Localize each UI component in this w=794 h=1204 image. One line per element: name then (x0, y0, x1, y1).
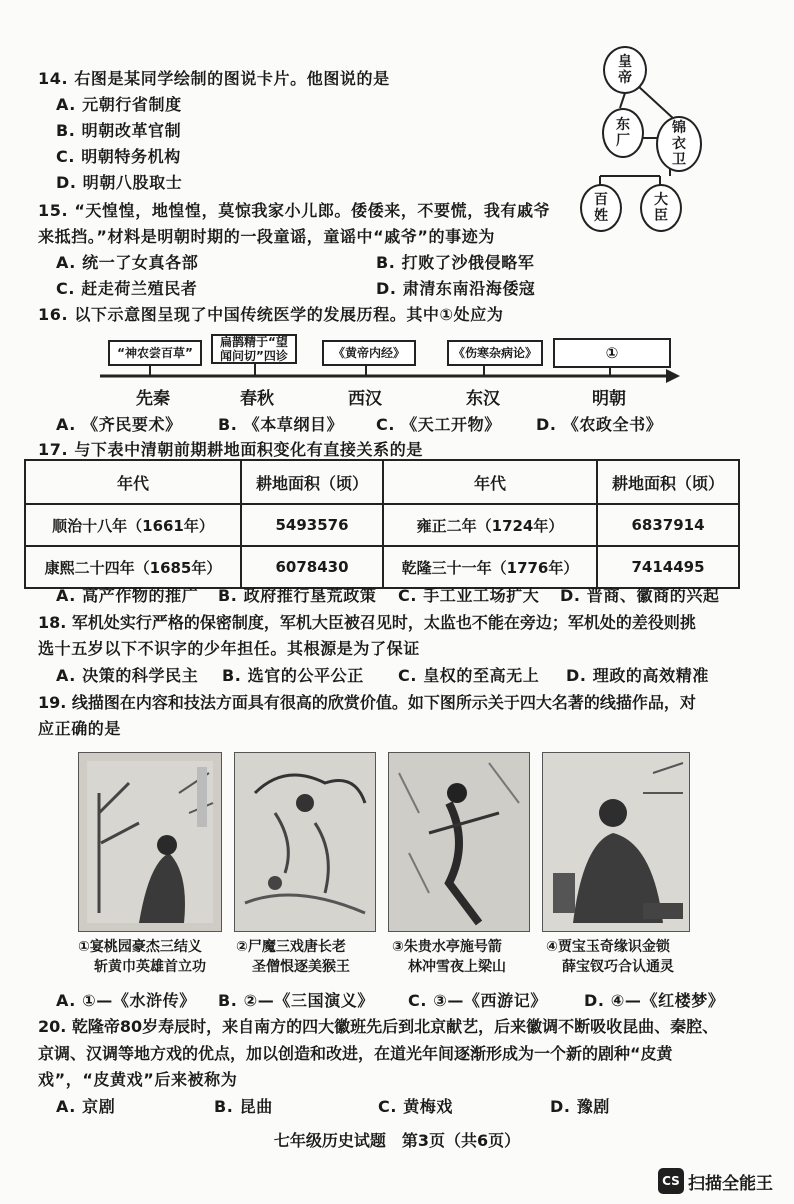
diagram-node-ministers: 大臣 (640, 184, 682, 232)
q19-option-b: B. ②—《三国演义》 (218, 991, 374, 1010)
q18-option-c: C. 皇权的至高无上 (398, 666, 540, 685)
q17-stem: 17. 与下表中清朝前期耕地面积变化有直接关系的是 (38, 440, 423, 459)
diagram-node-jinyiwei: 锦衣卫 (656, 116, 702, 172)
q19-stem-line1: 19. 线描图在内容和技法方面具有很高的欣赏价值。如下图所示关于四大名著的线描作品，对 (38, 693, 696, 712)
q20-option-d: D. 豫剧 (550, 1097, 610, 1116)
era-label-xihan: 西汉 (348, 389, 382, 409)
diagram-node-emperor: 皇帝 (603, 46, 647, 94)
q16-option-d: D. 《农政全书》 (536, 415, 663, 434)
table-cell: 7414495 (597, 546, 739, 588)
diagram-node-commoners: 百姓 (580, 184, 622, 232)
scanner-watermark-text: 扫描全能王 (688, 1173, 773, 1194)
q19-stem-line2: 应正确的是 (38, 719, 122, 738)
era-label-xianqin: 先秦 (136, 389, 170, 409)
caption-3-line2: 林冲雪夜上梁山 (408, 959, 506, 975)
q15-option-d: D. 肃清东南沿海倭寇 (376, 279, 536, 298)
q14-option-a: A. 元朝行省制度 (56, 95, 182, 114)
table-header: 耕地面积（顷） (241, 460, 383, 504)
caption-3-line1: ③朱贵水亭施号箭 (392, 939, 502, 955)
table-row (25, 546, 739, 588)
diagram-node-east-depot: 东厂 (602, 108, 644, 158)
q16-stem: 16. 以下示意图呈现了中国传统医学的发展历程。其中①处应为 (38, 305, 504, 324)
q19-option-c: C. ③—《西游记》 (408, 991, 547, 1010)
era-label-donghan: 东汉 (466, 389, 500, 409)
line-drawing-3 (388, 752, 530, 932)
table-header: 耕地面积（顷） (597, 460, 739, 504)
table-header: 年代 (25, 460, 241, 504)
scanner-watermark (658, 1168, 773, 1194)
era-label-chunqiu: 春秋 (240, 389, 274, 409)
q18-option-a: A. 决策的科学民主 (56, 666, 199, 685)
caption-1-line1: ①宴桃园豪杰三结义 (78, 939, 202, 955)
caption-4 (546, 937, 674, 977)
timeline-box-blank-1: ① (553, 338, 671, 368)
table-row (25, 504, 739, 546)
table-header-row (25, 460, 739, 504)
caption-1-line2: 斩黄巾英雄首立功 (94, 959, 206, 975)
table-cell: 6837914 (597, 504, 739, 546)
q15-option-c: C. 赶走荷兰殖民者 (56, 279, 198, 298)
q20-stem-line1: 20. 乾隆帝80岁寿辰时，来自南方的四大徽班先后到北京献艺，后来徽调不断吸收昆曲、秦腔、 (38, 1017, 719, 1036)
table-header: 年代 (383, 460, 597, 504)
table-cell: 乾隆三十一年（1776年） (383, 546, 597, 588)
q15-option-a: A. 统一了女真各部 (56, 253, 199, 272)
table-cell: 康熙二十四年（1685年） (25, 546, 241, 588)
page-footer: 七年级历史试题 第3页（共6页） (273, 1131, 521, 1150)
timeline-box-shanghan: 《伤寒杂病论》 (447, 340, 543, 366)
caption-4-line2: 薛宝钗巧合认通灵 (562, 959, 674, 975)
q20-option-a: A. 京剧 (56, 1097, 116, 1116)
line-drawing-2 (234, 752, 376, 932)
table-cell: 雍正二年（1724年） (383, 504, 597, 546)
camscanner-logo-icon: CS (658, 1168, 684, 1194)
q17-option-a: A. 高产作物的推广 (56, 586, 199, 605)
caption-2-line2: 圣僧恨逐美猴王 (252, 959, 350, 975)
q17-option-c: C. 手工业工场扩大 (398, 586, 540, 605)
q18-option-b: B. 选官的公平公正 (222, 666, 364, 685)
caption-2-line1: ②尸魔三戏唐长老 (236, 939, 346, 955)
caption-2 (236, 937, 350, 977)
q15-option-b: B. 打败了沙俄侵略军 (376, 253, 535, 272)
table-cell: 5493576 (241, 504, 383, 546)
q17-option-b: B. 政府推行垦荒政策 (218, 586, 377, 605)
q16-option-a: A. 《齐民要术》 (56, 415, 182, 434)
q20-stem-line2: 京调、汉调等地方戏的优点，加以创造和改进，在道光年间逐渐形成为一个新的剧种“皮黄 (38, 1044, 673, 1063)
caption-3 (392, 937, 506, 977)
q16-option-b: B. 《本草纲目》 (218, 415, 344, 434)
q18-stem-line1: 18. 军机处实行严格的保密制度，军机大臣被召见时，太监也不能在旁边；军机处的差役则挑 (38, 613, 696, 632)
q14-option-d: D. 明朝八股取士 (56, 173, 183, 192)
q14-stem: 14. 右图是某同学绘制的图说卡片。他图说的是 (38, 69, 390, 88)
table-cell: 6078430 (241, 546, 383, 588)
q15-stem-line1: 15. “天惶惶，地惶惶，莫惊我家小儿郎。倭倭来，不要慌，我有戚爷 (38, 201, 551, 220)
q18-option-d: D. 理政的高效精准 (566, 666, 709, 685)
q20-stem-line3: 戏”，“皮黄戏”后来被称为 (38, 1070, 238, 1089)
timeline-box-shennong: “神农尝百草” (108, 340, 202, 366)
caption-1 (78, 937, 206, 977)
caption-4-line1: ④贾宝玉奇缘识金锁 (546, 939, 670, 955)
q17-option-d: D. 晋商、徽商的兴起 (560, 586, 720, 605)
q14-option-c: C. 明朝特务机构 (56, 147, 181, 166)
q18-stem-line2: 选十五岁以下不识字的少年担任。其根源是为了保证 (38, 639, 420, 658)
timeline-box-huangdi: 《黄帝内经》 (322, 340, 416, 366)
q19-option-d: D. ④—《红楼梦》 (584, 991, 725, 1010)
farmland-table (24, 459, 740, 589)
table-cell: 顺治十八年（1661年） (25, 504, 241, 546)
q20-option-c: C. 黄梅戏 (378, 1097, 453, 1116)
era-label-mingchao: 明朝 (592, 389, 626, 409)
q19-option-a: A. ①—《水浒传》 (56, 991, 196, 1010)
q14-option-b: B. 明朝改革官制 (56, 121, 182, 140)
line-drawing-1 (78, 752, 222, 932)
q16-option-c: C. 《天工开物》 (376, 415, 501, 434)
q15-stem-line2: 来抵挡。”材料是明朝时期的一段童谣，童谣中“戚爷”的事迹为 (38, 227, 495, 246)
timeline-box-bianque: 扁鹊精于“望闻问切”四诊 (211, 334, 297, 364)
q20-option-b: B. 昆曲 (214, 1097, 273, 1116)
line-drawing-4 (542, 752, 690, 932)
